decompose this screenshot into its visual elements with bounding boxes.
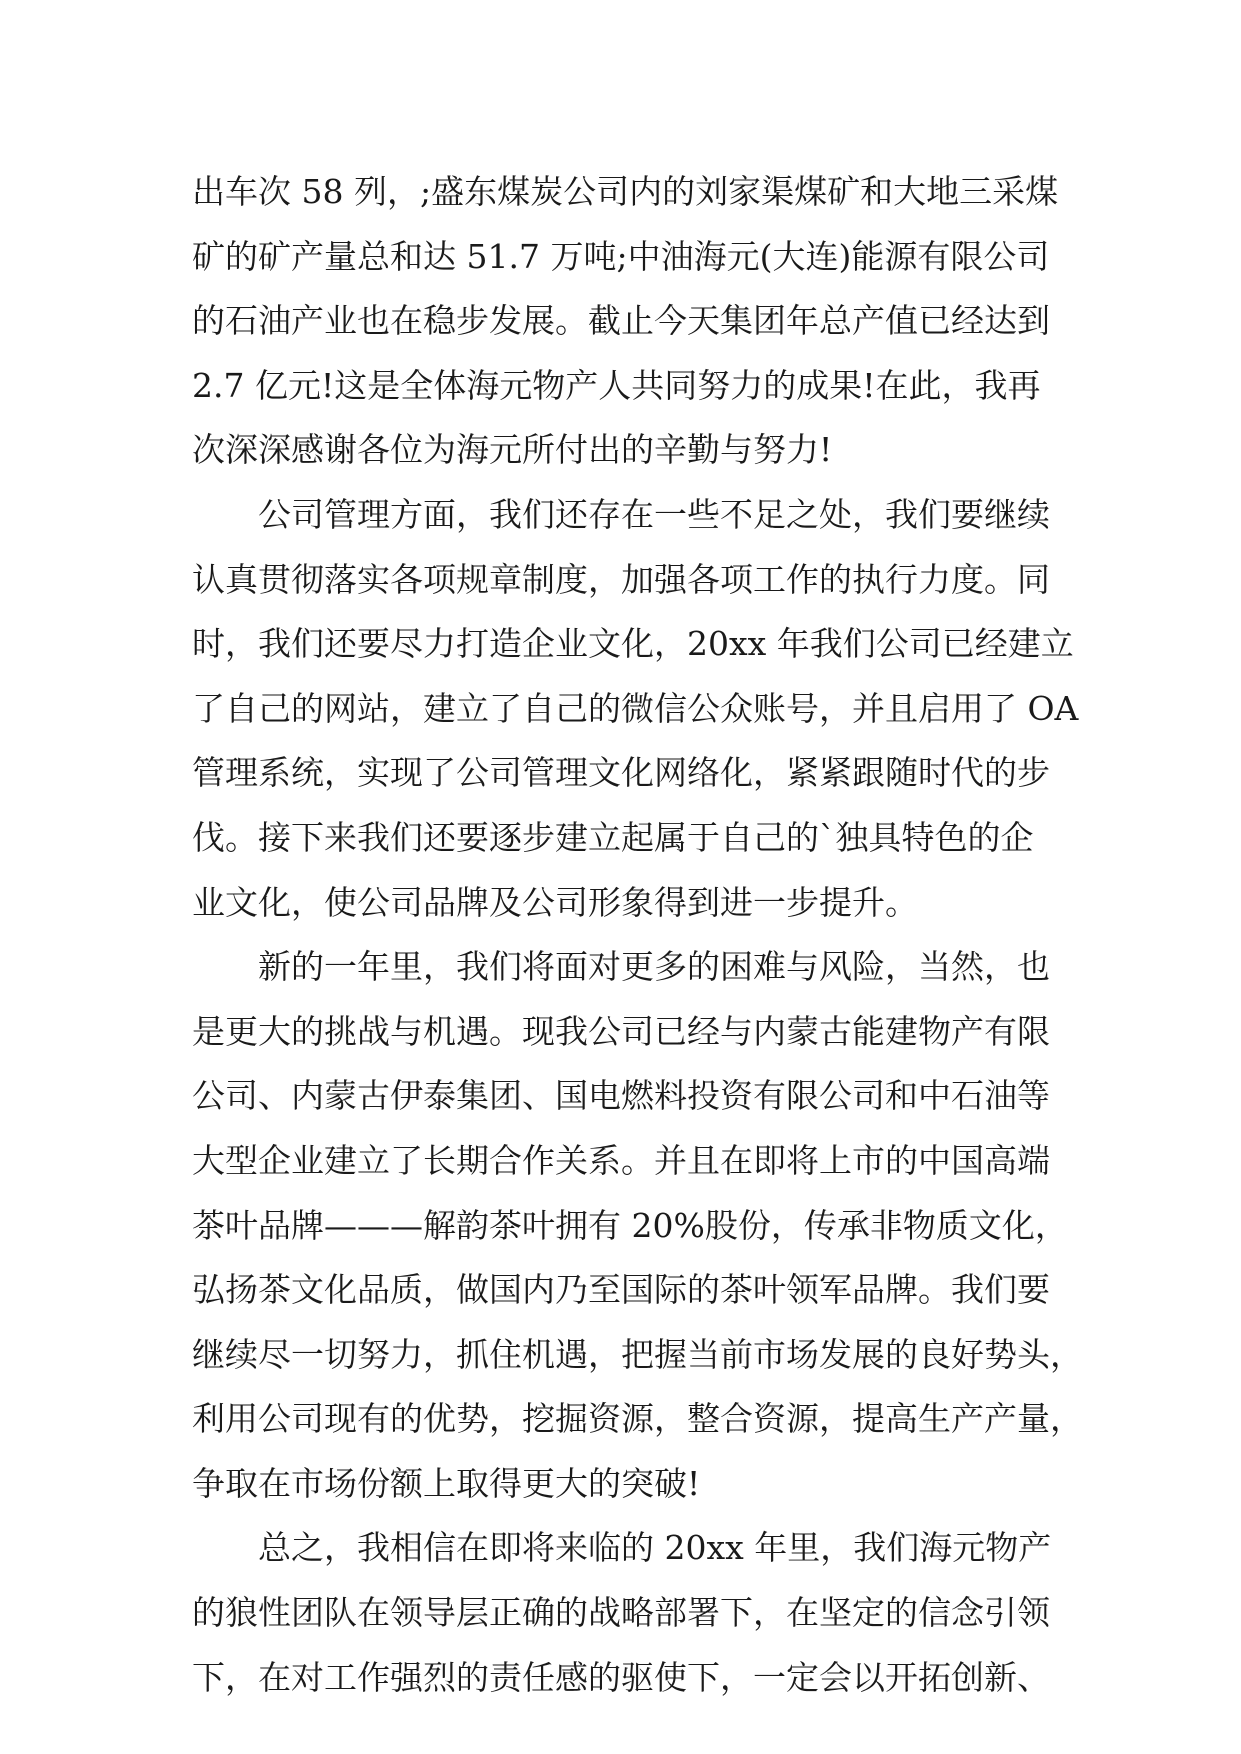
text-line: 大型企业建立了长期合作关系。并且在即将上市的中国高端 <box>192 1140 1050 1180</box>
text-line: 时，我们还要尽力打造企业文化，20xx 年我们公司已经建立 <box>192 624 1074 664</box>
text-line: 出车次 58 列，;盛东煤炭公司内的刘家渠煤矿和大地三采煤 <box>192 172 1059 211</box>
text-line: 矿的矿产量总和达 51.7 万吨;中油海元(大连)能源有限公司 <box>192 236 1050 276</box>
text-line: 茶叶品牌———解韵茶叶拥有 20%股份，传承非物质文化， <box>192 1205 1068 1245</box>
text-line: 管理系统，实现了公司管理文化网络化，紧紧跟随时代的步 <box>192 753 1050 793</box>
text-line: 公司、内蒙古伊泰集团、国电燃料投资有限公司和中石油等 <box>192 1076 1050 1116</box>
text-line: 利用公司现有的优势，挖掘资源，整合资源，提高生产产量， <box>192 1399 1083 1439</box>
text-line: 的狼性团队在领导层正确的战略部署下，在坚定的信念引领 <box>192 1593 1050 1633</box>
text-line: 争取在市场份额上取得更大的突破! <box>192 1463 701 1503</box>
text-line: 的石油产业也在稳步发展。截止今天集团年总产值已经达到 <box>192 301 1050 341</box>
text-line: 业文化，使公司品牌及公司形象得到进一步提升。 <box>192 882 918 922</box>
text-line: 次深深感谢各位为海元所付出的辛勤与努力! <box>192 430 833 470</box>
text-line: 了自己的网站，建立了自己的微信公众账号，并且启用了 OA <box>192 688 1079 728</box>
text-line: 弘扬茶文化品质，做国内乃至国际的茶叶领军品牌。我们要 <box>192 1270 1050 1310</box>
text-line: 伐。接下来我们还要逐步建立起属于自己的`独具特色的企 <box>192 817 1034 857</box>
text-line: 新的一年里，我们将面对更多的困难与风险，当然，也 <box>192 947 1050 987</box>
text-line: 认真贯彻落实各项规章制度，加强各项工作的执行力度。同 <box>192 559 1050 599</box>
text-line: 总之，我相信在即将来临的 20xx 年里，我们海元物产 <box>192 1528 1052 1568</box>
text-line: 下，在对工作强烈的责任感的驱使下，一定会以开拓创新、 <box>192 1657 1050 1697</box>
text-line: 继续尽一切努力，抓住机遇，把握当前市场发展的良好势头， <box>192 1334 1083 1374</box>
text-line: 公司管理方面，我们还存在一些不足之处，我们要继续 <box>192 494 1050 534</box>
text-line: 2.7 亿元!这是全体海元物产人共同努力的成果!在此，我再 <box>192 365 1041 405</box>
text-line: 是更大的挑战与机遇。现我公司已经与内蒙古能建物产有限 <box>192 1011 1050 1051</box>
document-body-text <box>192 160 1083 1710</box>
